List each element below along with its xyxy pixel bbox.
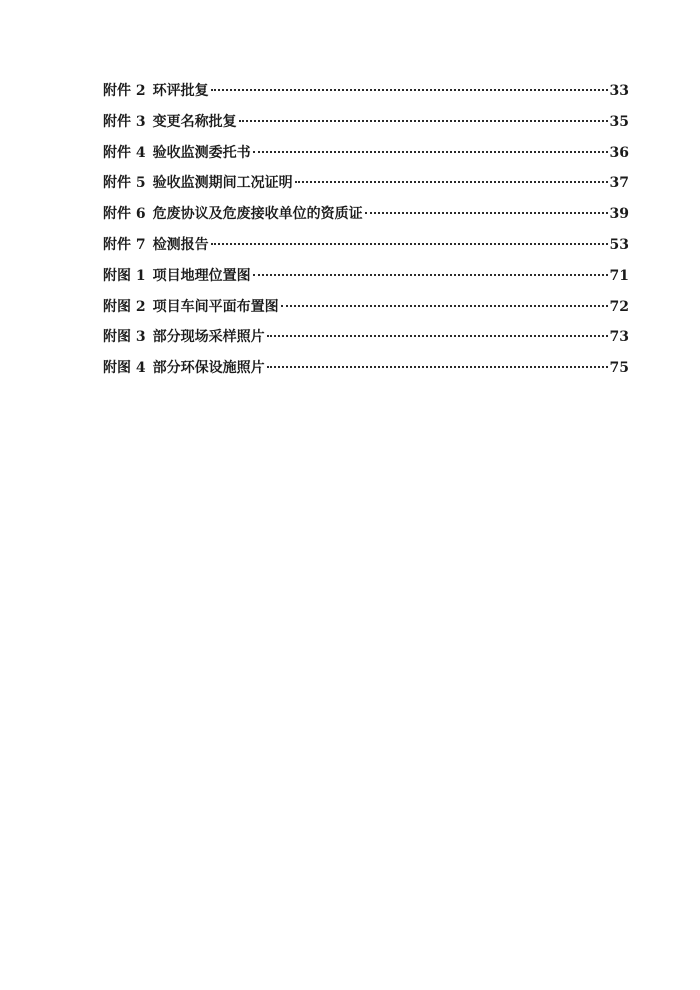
- toc-entry-page: 75: [609, 360, 629, 377]
- toc-entry-prefix: 附件 2: [103, 83, 146, 99]
- toc-entry-prefix: 附件 5: [103, 175, 146, 192]
- table-of-contents: [103, 78, 629, 386]
- toc-entry-title: 验收监测期间工况证明: [152, 175, 293, 192]
- toc-entry-page: 39: [609, 206, 629, 223]
- dot-leader: [295, 181, 608, 183]
- toc-entry-figure-1[interactable]: [103, 263, 629, 294]
- toc-entry-prefix: 附件 7: [103, 236, 146, 253]
- toc-entry-page: 33: [609, 83, 629, 99]
- toc-entry-title: 变更名称批复: [152, 113, 237, 130]
- dot-leader: [267, 335, 608, 337]
- toc-entry-prefix: 附图 3: [103, 329, 146, 346]
- toc-entry-attachment-4[interactable]: [103, 140, 629, 171]
- dot-leader: [239, 120, 608, 122]
- toc-entry-page: 71: [609, 267, 629, 284]
- dot-leader: [211, 243, 608, 245]
- toc-entry-title: 部分现场采样照片: [152, 329, 265, 346]
- toc-entry-attachment-2[interactable]: [103, 78, 629, 109]
- toc-entry-title: 危废协议及危废接收单位的资质证: [152, 206, 363, 223]
- dot-leader: [253, 151, 608, 153]
- toc-entry-prefix: 附件 4: [103, 144, 146, 161]
- toc-entry-page: 53: [609, 236, 629, 253]
- toc-entry-page: 72: [609, 298, 629, 315]
- toc-entry-page: 73: [609, 329, 629, 346]
- toc-entry-attachment-5[interactable]: [103, 170, 629, 201]
- toc-entry-prefix: 附件 3: [103, 113, 146, 130]
- toc-entry-title: 验收监测委托书: [152, 144, 251, 161]
- dot-leader: [253, 274, 608, 276]
- toc-entry-page: 35: [609, 113, 629, 130]
- toc-entry-title: 部分环保设施照片: [152, 360, 265, 377]
- dot-leader: [281, 305, 608, 307]
- toc-entry-prefix: 附图 2: [103, 298, 146, 315]
- toc-entry-title: 检测报告: [152, 236, 209, 253]
- toc-entry-attachment-6[interactable]: [103, 201, 629, 232]
- toc-entry-figure-4[interactable]: [103, 355, 629, 386]
- toc-entry-attachment-3[interactable]: [103, 109, 629, 140]
- toc-entry-attachment-7[interactable]: [103, 232, 629, 263]
- toc-entry-title: 环评批复: [152, 83, 209, 99]
- toc-entry-figure-2[interactable]: [103, 294, 629, 325]
- toc-entry-title: 项目车间平面布置图: [152, 298, 279, 315]
- toc-entry-title: 项目地理位置图: [152, 267, 251, 284]
- toc-entry-page: 37: [609, 175, 629, 192]
- toc-entry-prefix: 附图 4: [103, 360, 146, 377]
- toc-entry-page: 36: [609, 144, 629, 161]
- dot-leader: [211, 89, 608, 91]
- dot-leader: [267, 366, 608, 368]
- toc-entry-figure-3[interactable]: [103, 324, 629, 355]
- toc-entry-prefix: 附图 1: [103, 267, 146, 284]
- toc-entry-prefix: 附件 6: [103, 206, 146, 223]
- dot-leader: [365, 212, 608, 214]
